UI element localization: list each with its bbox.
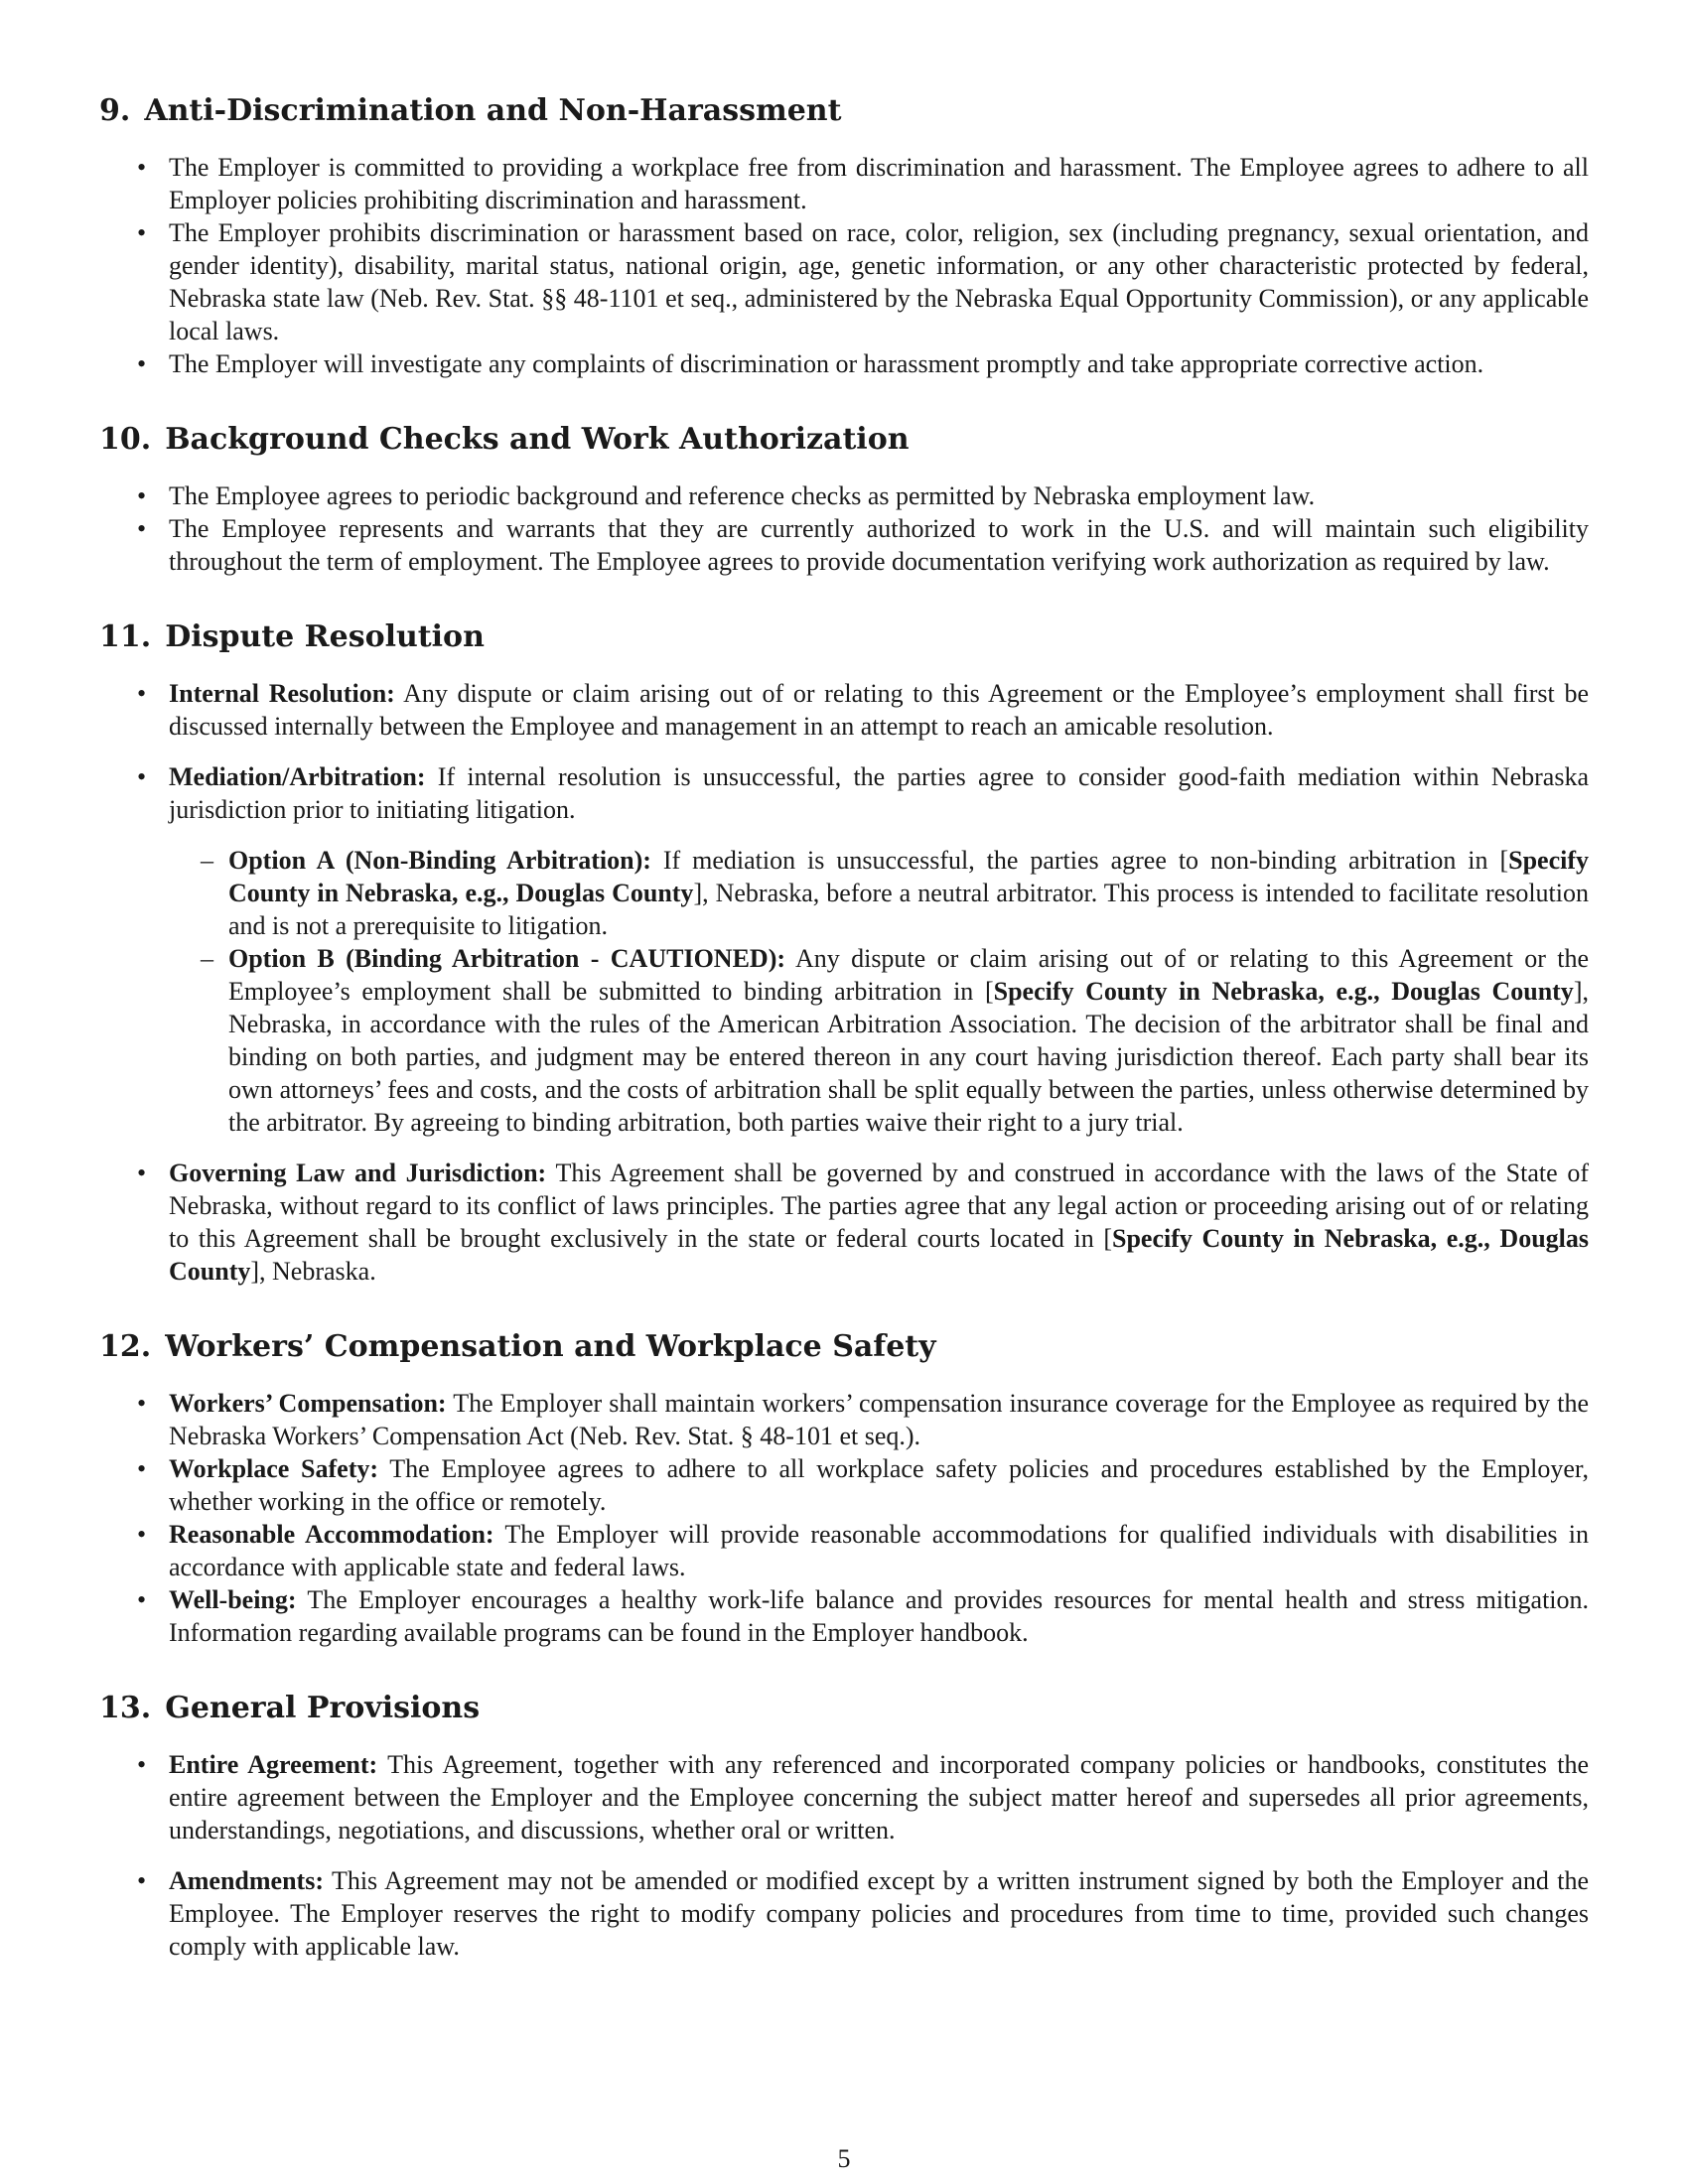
item-label: Reasonable Accommodation:	[169, 1520, 494, 1549]
list-item: • Well-being: The Employer encourages a healthy work-life balance and provides resources for mental health and stress mitigation. Information regarding available programs can be found in the Employer handbook.	[99, 1583, 1589, 1649]
list-item: • Entire Agreement: This Agreement, together with any referenced and incorporated company policies or handbooks, constitutes the entire agreement between the Employer and the Employee concerning the subject matter hereof and supersedes all prior agreements, understandings, negotiations, and discussions, whether oral or written.	[99, 1748, 1589, 1846]
section-anti-discrimination	[99, 91, 1589, 380]
item-label: Governing Law and Jurisdiction:	[169, 1159, 547, 1187]
sub-list-item: – Option B (Binding Arbitration - CAUTIONED): Any dispute or claim arising out of or relating to this Agreement or the Employee’s employment shall be submitted to binding arbitration in [Specify County in Nebraska, e.g., Douglas County], Nebraska, in accordance with the rules of the American Arbitration Association. The decision of the arbitrator shall be final and binding on both parties, and judgment may be entered thereon in any court having jurisdiction thereof. Each party shall bear its own attorneys’ fees and costs, and the costs of arbitration shall be split equally between the parties, unless otherwise determined by the arbitrator. By agreeing to binding arbitration, both parties waive their right to a jury trial.	[169, 942, 1589, 1139]
item-label: Well-being:	[169, 1585, 297, 1614]
item-label: Workers’ Compensation:	[169, 1389, 447, 1418]
item-label: Mediation/Arbitration:	[169, 762, 426, 791]
list-item: • The Employer prohibits discrimination or harassment based on race, color, religion, sex (including pregnancy, sexual orientation, and gender identity), disability, marital status, national origin, age, genetic information, or any other characteristic protected by federal, Nebraska state law (Neb. Rev. Stat. §§ 48-1101 et seq., administered by the Nebraska Equal Opportunity Commission), or any applicable local laws.	[99, 216, 1589, 347]
county-placeholder: Specify County in Nebraska, e.g., Douglas County	[228, 846, 1590, 907]
section-workers-compensation	[99, 1327, 1589, 1649]
page-number: 5	[837, 2144, 851, 2173]
bullet-list	[99, 1387, 1589, 1649]
item-label: Internal Resolution:	[169, 679, 395, 708]
sub-list-item: – Option A (Non-Binding Arbitration): If mediation is unsuccessful, the parties agree to non-binding arbitration in [Specify County in Nebraska, e.g., Douglas County], Nebraska, before a neutral arbitrator. This process is intended to facilitate resolution and is not a prerequisite to litigation.	[169, 844, 1589, 942]
item-label: Option A (Non-Binding Arbitration):	[228, 846, 651, 875]
section-heading: 13. General Provisions	[99, 1691, 481, 1725]
list-item: • Amendments: This Agreement may not be amended or modified except by a written instrument signed by both the Employer and the Employee. The Employer reserves the right to modify company policies and procedures from time to time, provided such changes comply with applicable law.	[99, 1864, 1589, 1963]
bullet-list	[99, 479, 1589, 578]
bullet-list	[99, 1748, 1589, 1963]
item-text: Any dispute or claim arising out of or relating to this Agreement or the Employee’s employment shall first be discussed internally between the Employee and management in an attempt to reach an amicable resolution.	[169, 679, 1589, 741]
item-text: If internal resolution is unsuccessful, the parties agree to consider good-faith mediation within Nebraska jurisdiction prior to initiating litigation.	[169, 762, 1589, 824]
bullet-list	[99, 677, 1589, 1288]
county-placeholder: Specify County in Nebraska, e.g., Douglas County	[993, 977, 1574, 1006]
document-page	[99, 91, 1589, 2002]
item-label: Workplace Safety:	[169, 1454, 379, 1483]
list-item: • Reasonable Accommodation: The Employer will provide reasonable accommodations for qualified individuals with disabilities in accordance with applicable state and federal laws.	[99, 1518, 1589, 1583]
section-background-checks	[99, 420, 1589, 578]
section-heading: 9. Anti-Discrimination and Non-Harassment	[99, 93, 842, 128]
section-heading: 12. Workers’ Compensation and Workplace Safety	[99, 1329, 936, 1364]
list-item: • The Employer will investigate any complaints of discrimination or harassment promptly and take appropriate corrective action.	[99, 347, 1589, 380]
list-item: • Workplace Safety: The Employee agrees to adhere to all workplace safety policies and procedures established by the Employer, whether working in the office or remotely.	[99, 1452, 1589, 1518]
list-item: • The Employer is committed to providing a workplace free from discrimination and harassment. The Employee agrees to adhere to all Employer policies prohibiting discrimination and harassment.	[99, 151, 1589, 216]
section-general-provisions	[99, 1689, 1589, 1963]
sub-list	[169, 844, 1589, 1139]
section-dispute-resolution	[99, 617, 1589, 1288]
list-item: • The Employee agrees to periodic background and reference checks as permitted by Nebraska employment law.	[99, 479, 1589, 512]
list-item	[99, 760, 1589, 1139]
list-item: • Workers’ Compensation: The Employer shall maintain workers’ compensation insurance coverage for the Employee as required by the Nebraska Workers’ Compensation Act (Neb. Rev. Stat. § 48-101 et seq.).	[99, 1387, 1589, 1452]
list-item	[99, 677, 1589, 743]
list-item: • The Employee represents and warrants that they are currently authorized to work in the U.S. and will maintain such eligibility throughout the term of employment. The Employee agrees to provide documentation verifying work authorization as required by law.	[99, 512, 1589, 578]
item-label: Option B (Binding Arbitration - CAUTIONED):	[228, 944, 786, 973]
section-heading: 11. Dispute Resolution	[99, 619, 485, 654]
bullet-list	[99, 151, 1589, 380]
list-item: • Governing Law and Jurisdiction: This Agreement shall be governed by and construed in accordance with the laws of the State of Nebraska, without regard to its conflict of laws principles. The parties agree that any legal action or proceeding arising out of or relating to this Agreement shall be brought exclusively in the state or federal courts located in [Specify County in Nebraska, e.g., Douglas County], Nebraska.	[99, 1157, 1589, 1288]
county-placeholder: Specify County in Nebraska, e.g., Douglas County	[169, 1224, 1589, 1286]
item-label: Entire Agreement:	[169, 1750, 378, 1779]
item-label: Amendments:	[169, 1866, 324, 1895]
section-heading: 10. Background Checks and Work Authorization	[99, 422, 910, 457]
